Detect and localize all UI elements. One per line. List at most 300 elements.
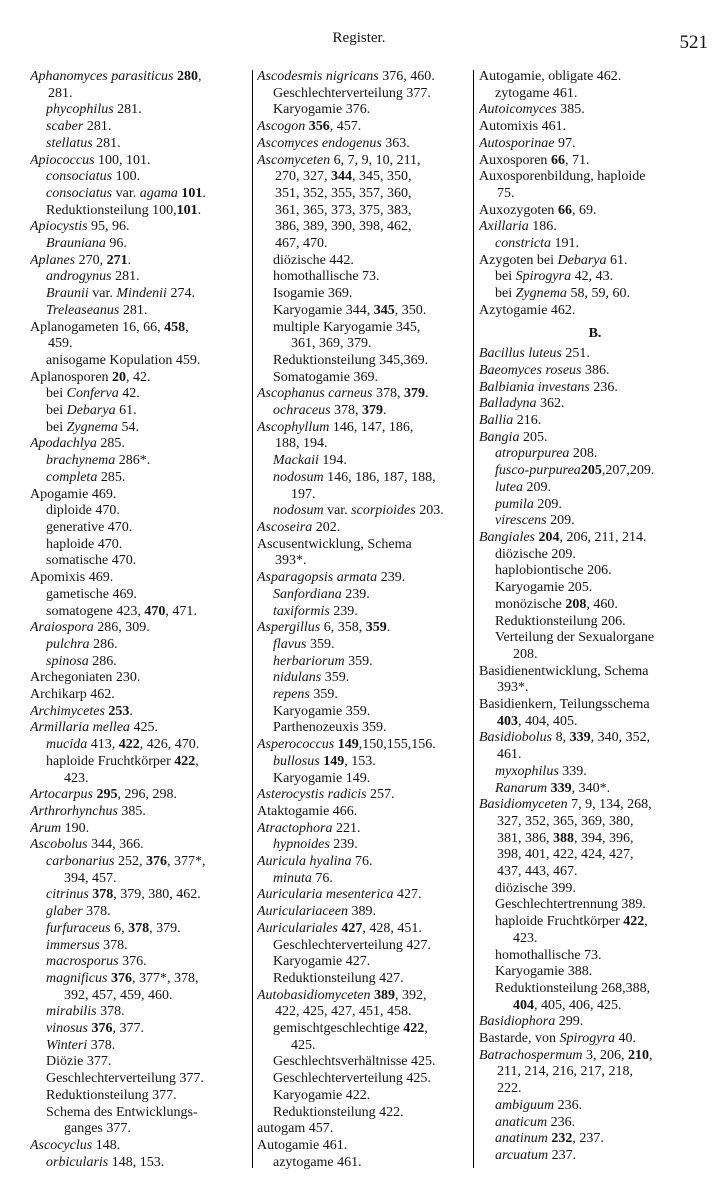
index-subentry [46,954,248,971]
entry-text: Ascomyces endogenus [257,135,382,151]
index-entry [30,570,248,587]
index-subentry [273,670,469,687]
index-subentry [273,286,469,303]
entry-text: Bastarde, von [479,1031,560,1047]
index-subentry [495,1148,711,1165]
entry-text: 209. [533,496,562,512]
entry-text: 281. [83,119,112,135]
entry-text: 458 [164,319,186,335]
entry-text: 6, [110,920,129,936]
entry-text: Arthrorhynchus [30,803,118,819]
entry-text: Debarya [66,403,116,419]
entry-text: Batrachospermum [479,1047,583,1063]
entry-text: Apodachlya [30,436,97,452]
entry-text: , 69. [571,202,597,218]
entry-text: Ascophyllum [257,419,330,435]
entry-text: Archimycetes [30,703,105,719]
index-subentry [46,553,248,570]
index-entry [30,69,248,86]
entry-text: diözische 399. [495,880,576,896]
entry-text: 459. [48,336,73,352]
index-entry [479,219,711,236]
entry-text: 378 [128,920,150,936]
index-subentry [46,520,248,537]
index-entry [30,821,248,838]
entry-text: 381, 386, [497,830,553,846]
entry-text: 149 [323,753,345,769]
entry-text: 188, 194. [275,436,328,452]
entry-text: , 377*, 378, [131,970,199,986]
index-entry [257,537,469,554]
index-subentry [273,971,469,988]
index-subentry [273,1105,469,1122]
entry-text: Azytogamie 462. [479,302,576,318]
entry-text: Geschlechterverteilung 377. [273,85,431,101]
index-entry [30,436,248,453]
index-subentry [46,203,248,220]
entry-text: Automixis 461. [479,119,567,135]
entry-text: Basidienkern, Teilungsschema [479,697,650,713]
index-subentry [46,119,248,136]
entry-text: Ascobolus [30,837,88,853]
entry-text: , 345, 350, [352,169,412,185]
entry-text: 194. [318,453,347,469]
entry-text: . [386,620,391,636]
index-entry [30,837,248,854]
entry-text: bei [495,286,516,302]
entry-text: 376. [118,954,147,970]
entry-text: 66 [550,152,565,168]
entry-text: generative 470. [46,519,133,535]
index-entry [257,854,469,871]
index-entry [30,320,248,337]
index-entry [30,487,248,504]
entry-text: Ascophanus carneus [257,386,373,402]
index-entry-continuation [257,236,469,253]
index-subentry [46,503,248,520]
entry-text: consociatus [46,169,113,185]
index-subentry [46,637,248,654]
entry-text: Somatogamie 369. [273,369,378,385]
index-entry-continuation [257,203,469,220]
index-subentry [46,353,248,370]
entry-text: 389. [347,904,376,920]
index-subentry [495,286,711,303]
entry-text: Karyogamie 149. [273,770,371,786]
index-entry-continuation [479,814,711,831]
entry-text: macrosporus [46,954,119,970]
entry-text: Verteilung der Sexualorgane [495,630,655,646]
entry-text: anatinum [495,1131,548,1147]
entry-text: . [202,185,206,201]
entry-text: . [425,386,429,402]
index-subentry [495,497,711,514]
entry-text: consociatus [46,185,113,201]
index-entry-continuation [495,931,711,948]
entry-text: , 379. [149,920,181,936]
index-subentry [273,954,469,971]
index-entry [479,346,711,363]
index-subentry [495,1131,711,1148]
entry-text: , 340, 352, [590,730,651,746]
index-subentry [46,854,248,871]
index-subentry [46,136,248,153]
entry-text: 285. [97,469,126,485]
index-subentry [273,320,469,337]
entry-text: , 460. [586,596,618,612]
entry-text: zytogame 461. [495,85,578,101]
entry-text: minuta [273,870,312,886]
entry-text: 190. [61,820,90,836]
entry-text: 388 [553,830,574,846]
entry-text: mucida [46,737,88,753]
entry-text: Autobasidiomyceten [257,987,371,1003]
entry-text: 40. [614,1031,636,1047]
index-entry-continuation [257,186,469,203]
index-entry-continuation [479,864,711,881]
index-subentry [495,964,711,981]
entry-text: citrinus [46,887,89,903]
entry-text: Basidiophora [479,1014,556,1030]
entry-text: . [383,403,387,419]
index-subentry [273,1021,469,1038]
entry-text: Ranarum [495,780,548,796]
index-entry [257,420,469,437]
entry-text: Asterocystis radicis [257,787,367,803]
index-subentry [273,938,469,955]
entry-text: 361, 365, 373, 375, 383, [275,202,412,218]
entry-text: , 457. [329,119,362,135]
entry-text: Braunii [46,286,89,302]
index-entry-continuation [46,988,248,1005]
index-subentry [273,470,469,487]
entry-text: haplobiontische 206. [495,563,612,579]
entry-text: Apogamie 469. [30,486,117,502]
entry-text: , 340*. [571,780,611,796]
entry-text: 42, 43. [571,269,614,285]
entry-text: 281. [113,102,142,118]
entry-text: stellatus [46,135,93,151]
index-subentry [495,563,711,580]
entry-text: Karyogamie 427. [273,954,371,970]
entry-text: 295 [96,787,118,803]
index-entry [479,380,711,397]
entry-text: Karyogamie 422. [273,1087,371,1103]
entry-text: 197. [291,486,316,502]
entry-text: Autosporinae [479,135,555,151]
entry-text: Araiospora [30,620,94,636]
entry-text: nodosum [273,503,324,519]
entry-text: myxophilus [495,763,559,779]
index-entry-continuation [257,169,469,186]
entry-text: 393*. [275,553,307,569]
entry-text: 95, 96. [87,219,130,235]
index-subentry [273,1054,469,1071]
index-entry [257,787,469,804]
entry-text: Winteri [46,1037,88,1053]
entry-text: 379 [362,403,384,419]
entry-text: 274. [166,286,195,302]
index-subentry [495,580,711,597]
index-entry-continuation [46,1121,248,1138]
index-entry-continuation [479,186,711,203]
entry-text: bei [495,269,516,285]
index-entry [30,370,248,387]
entry-text: 385. [117,803,146,819]
index-subentry [273,453,469,470]
entry-text: 20 [112,369,127,385]
entry-text: 251. [561,346,590,362]
index-entry [30,670,248,687]
entry-text: 239. [377,570,406,586]
entry-text: 363. [381,135,410,151]
entry-text: Geschlechterverteilung 425. [273,1071,431,1087]
entry-text: Zygnema [515,286,567,302]
entry-text: ambiguum [495,1097,555,1113]
index-entry [479,203,711,220]
entry-text: 461. [497,747,522,763]
entry-text: Atractophora [257,820,333,836]
entry-text: , 377. [112,1021,144,1037]
index-entry-continuation [273,336,469,353]
entry-text: vinosus [46,1021,88,1037]
entry-text: Reduktionsteilung 377. [46,1087,177,1103]
index-entry [479,69,711,86]
index-entry [479,102,711,119]
entry-text: 470 [144,603,166,619]
index-subentry [46,186,248,203]
index-subentry [46,303,248,320]
entry-text: 205. [519,429,548,445]
entry-text: 204 [538,529,560,545]
entry-text: , 206, 211, 214. [559,529,647,545]
entry-text: 146, 147, 186, [329,419,414,435]
entry-text: 202. [312,519,341,535]
entry-text: Azygoten bei [479,252,558,268]
index-entry [479,136,711,153]
index-subentry [46,1088,248,1105]
section-heading: B. [588,325,602,341]
index-entry [479,396,711,413]
entry-text: 257. [366,787,395,803]
entry-text: Ascocyclus [30,1138,93,1153]
index-entry [479,697,711,714]
entry-text: magnificus [46,970,108,986]
entry-text: 376 [110,970,132,986]
entry-text: , 428, 451. [362,920,422,936]
entry-text: 209. [546,513,575,529]
entry-text: 236. [554,1097,583,1113]
index-entry [30,787,248,804]
entry-text: Mackaii [273,453,319,469]
entry-text: 205 [580,463,602,479]
entry-text: 236. [589,379,618,395]
index-subentry [273,687,469,704]
index-entry [479,797,711,814]
index-entry [257,821,469,838]
entry-text: Armillaria mellea [30,720,130,736]
index-entry-continuation [273,1038,469,1055]
entry-text: 467, 470. [275,236,328,252]
entry-text: Mindenii [116,286,167,302]
entry-text: Apiococcus [30,152,95,168]
entry-text: , 392, [395,987,427,1003]
entry-text: 148, 153. [108,1154,165,1170]
entry-text: , 379, 380, 462. [113,887,201,903]
entry-text: Aphanomyces parasiticus [30,69,174,84]
entry-text: anisogame Kopulation 459. [46,352,201,368]
entry-text: 58, 59, 60. [566,286,630,302]
entry-text: completa [46,469,98,485]
index-entry-continuation [479,1064,711,1081]
entry-text: Bangiales [479,529,535,545]
index-entry [257,153,469,170]
index-subentry [46,453,248,470]
entry-text: glaber [46,904,83,920]
index-entry-continuation [479,1081,711,1098]
entry-text: 270, [75,252,107,268]
index-subentry [46,1155,248,1172]
index-subentry [495,881,711,898]
entry-text: somatogene 423, [46,603,145,619]
entry-text: 339. [558,763,587,779]
index-entry [257,904,469,921]
index-subentry [46,904,248,921]
running-title: Register. [332,30,386,46]
index-subentry [46,1038,248,1055]
index-subentry [46,286,248,303]
entry-text: Auriculariaceen [257,904,348,920]
entry-text: Debarya [557,252,607,268]
entry-text: , 42. [126,369,151,385]
index-subentry [46,386,248,403]
entry-text: Aplanes [30,252,76,268]
index-entry [257,804,469,821]
entry-text: androgynus [46,269,112,285]
index-entry-continuation [479,847,711,864]
entry-text: 210 [627,1047,649,1063]
entry-text: Ascomyceten [257,152,331,168]
index-entry [479,1048,711,1065]
index-subentry [46,1105,248,1122]
entry-text: 252, [114,854,146,870]
entry-text: 359. [321,670,350,686]
index-subentry [273,303,469,320]
entry-text: Karyogamie 344, [273,302,374,318]
entry-text: 362. [536,396,565,412]
entry-text: var. [88,286,117,302]
entry-text: diözische 209. [495,546,576,562]
entry-text: bei [46,403,67,419]
entry-text: 386. [581,362,610,378]
entry-text: Spirogyra [559,1031,615,1047]
entry-text: 96. [105,236,127,252]
entry-text: , 426, 470. [139,737,200,753]
entry-text: 149 [337,737,359,753]
entry-text: Ascogon [257,119,306,135]
entry-text: , 350. [394,302,427,318]
index-subentry [273,871,469,888]
entry-text: repens [273,687,310,703]
index-subentry [273,102,469,119]
entry-text: 427. [393,887,422,903]
entry-text: 285. [96,436,125,452]
index-subentry [46,470,248,487]
column-rule-right [473,70,474,1168]
index-subentry [495,463,711,480]
entry-text: 239. [329,603,358,619]
entry-text: 239. [341,586,370,602]
index-entry [479,169,711,186]
entry-text: 208. [513,646,538,662]
index-subentry [273,370,469,387]
entry-text: Autogamie, obligate 462. [479,69,622,84]
entry-text: 376 [145,854,167,870]
entry-text: Aspergillus [257,620,321,636]
entry-text: carbonarius [46,854,115,870]
index-subentry [46,971,248,988]
entry-text: var. [323,503,352,519]
entry-text: 425. [291,1037,316,1053]
index-subentry [46,587,248,604]
entry-text: Spirogyra [515,269,572,285]
entry-text: , [185,319,189,335]
entry-text: agama [139,185,178,201]
entry-text: Arum [30,820,62,836]
entry-text: bei [46,419,67,435]
entry-text: 286. [88,653,117,669]
entry-text: 148. [92,1138,121,1153]
entry-text: herbariorum [273,653,345,669]
entry-text: 208 [565,596,587,612]
entry-text: 101 [176,202,198,218]
page-header [0,30,718,54]
entry-text: ,150,155,156. [358,737,436,753]
index-entry [479,1014,711,1031]
index-entry [479,430,711,447]
entry-text: Karyogamie 205. [495,580,593,596]
entry-text: pumila [495,496,534,512]
entry-text: 253 [108,703,130,719]
entry-text: 216. [513,413,542,429]
entry-text: Apiocystis [30,219,88,235]
index-subentry [495,948,711,965]
entry-text: 398, 401, 422, 424, 427, [497,847,634,863]
index-subentry [273,353,469,370]
entry-text: Ballia [479,413,514,429]
index-subentry [273,720,469,737]
entry-text: lutea [495,479,523,495]
entry-text: 356 [308,119,330,135]
entry-text: 385. [556,102,585,118]
entry-text: Ascodesmis nigricans [257,69,379,84]
entry-text: brachynema [46,453,116,469]
entry-text: 378, [372,386,404,402]
index-entry [30,253,248,270]
entry-text: multiple Karyogamie 345, [273,319,421,335]
index-subentry [273,604,469,621]
entry-text: 42. [118,386,140,402]
index-entry [257,988,469,1005]
entry-text: , 71. [564,152,590,168]
index-subentry [495,547,711,564]
entry-text: scaber [46,119,84,135]
entry-text: 146, 186, 187, 188, [323,469,436,485]
entry-text: , [424,1021,428,1037]
index-subentry [273,253,469,270]
entry-text: Karyogamie 376. [273,102,371,118]
entry-text: , 404, 405. [518,713,578,729]
